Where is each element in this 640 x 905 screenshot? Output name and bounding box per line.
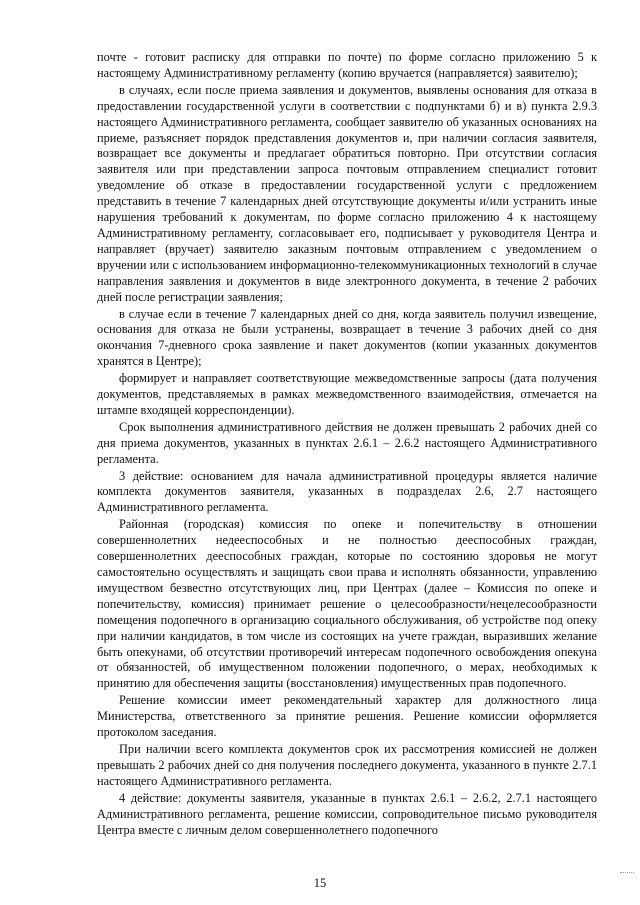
scan-edge-mark xyxy=(620,872,634,877)
body-text xyxy=(97,50,597,839)
paragraph: При наличии всего комплекта документов срок их рассмотрения комиссией не должен превышать 2 рабочих дней со дня получения последнего документа, указанного в пункте 2.7.1 настоящего Административного регламента. xyxy=(97,741,597,788)
page-number: 15 xyxy=(313,876,327,890)
paragraph: почте - готовит расписку для отправки по почте) по форме согласно приложению 5 к настоящему Административному регламенту (копию вручается (направляется) заявителю); xyxy=(97,50,597,80)
paragraph: Срок выполнения административного действия не должен превышать 2 рабочих дней со дня приема документов, указанных в пунктах 2.6.1 – 2.6.2 настоящего Административного регламента. xyxy=(97,419,597,466)
paragraph: в случае если в течение 7 календарных дней со дня, когда заявитель получил извещение, основания для отказа не были устранены, возвращает в течение 3 рабочих дней со дня окончания 7-дневного срока заявление и пакет документов (копии указанных документов хранятся в Центре); xyxy=(97,306,597,369)
paragraph: формирует и направляет соответствующие межведомственные запросы (дата получения документов, представляемых в рамках межведомственного взаимодействия, отмечается на штампе входящей корреспонденции). xyxy=(97,371,597,417)
paragraph: в случаях, если после приема заявления и документов, выявлены основания для отказа в предоставлении государственной услуги в соответствии с подпунктами б) и в) пункта 2.9.3 настоящего Административного регламента, сообщает заявителю об указанных основаниях на приеме, разъясняет порядок представления документов и, при наличии согласия заявителя, возвращает все документы и предлагает обратиться повторно. При отсутствии согласия заявителя или при представлении запроса почтовым отправлением специалист готовит уведомление об отказе в предоставлении государственной услуги с предложением представить в течение 7 календарных дней отсутствующие документы и/или устранить иные нарушения требований к документам, по форме согласно приложению 4 к настоящему Административному регламенту, согласовывает его, подписывает у руководителя Центра и направляет (вручает) заявителю заказным почтовым отправлением с уведомлением о вручении или с использованием информационно-телекоммуникационных технологий в случае направления заявления и документов в виде электронного документа, в течение 2 рабочих дней после регистрации заявления; xyxy=(97,82,597,304)
paragraph: 3 действие: основанием для начала административной процедуры является наличие комплекта документов заявителя, указанных в подразделах 2.6, 2.7 настоящего Административного регламента. xyxy=(97,468,597,515)
paragraph: Районная (городская) комиссия по опеке и попечительству в отношении совершеннолетних недееспособных и не полностью дееспособных граждан, совершеннолетних дееспособных граждан, которые по состоянию здоровья не могут самостоятельно осуществлять и защищать свои права и исполнять обязанности, управлению имуществом безвестно отсутствующих лиц, при Центрах (далее – Комиссия по опеке и попечительству, комиссия) принимает решение о целесообразности/нецелесообразности помещения подопечного в организацию социального обслуживания, об устройстве под опеку при наличии кандидатов, в том числе из состоящих на учете граждан, выразивших желание быть опекунами, об отсутствии противоречий интересам подопечного освобождения опекуна от обязанностей, об имущественном положении подопечного, о мерах, необходимых к принятию для обеспечения защиты (восстановления) имущественных прав подопечного. xyxy=(97,517,597,691)
paragraph: 4 действие: документы заявителя, указанные в пунктах 2.6.1 – 2.6.2, 2.7.1 настоящего Административного регламента, решение комиссии, сопроводительное письмо руководителя Центра вместе с личным делом совершеннолетнего подопечного xyxy=(97,790,597,837)
paragraph: Решение комиссии имеет рекомендательный характер для должностного лица Министерства, ответственного за принятие решения. Решение комиссии оформляется протоколом заседания. xyxy=(97,693,597,740)
